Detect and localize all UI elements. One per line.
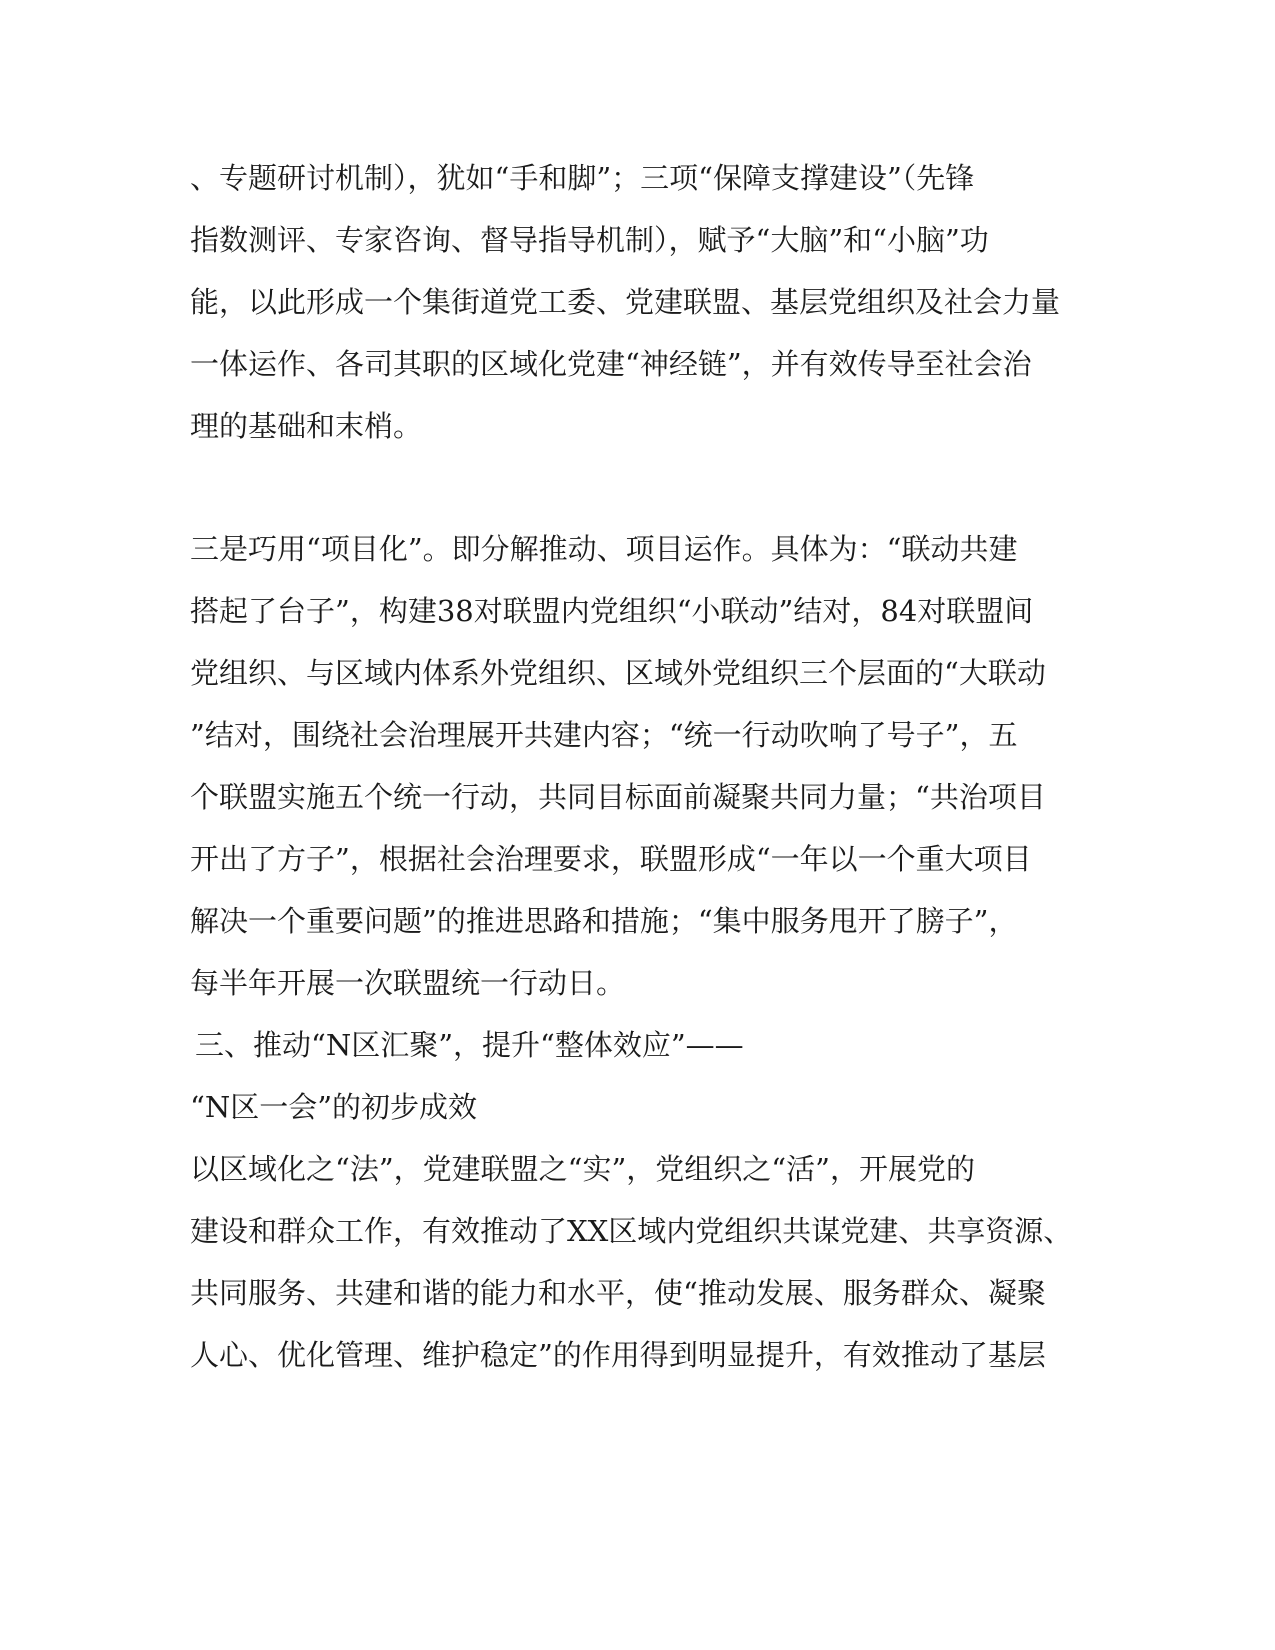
text-line: 建设和群众工作，有效推动了XX区域内党组织共谋党建、共享资源、 [190, 1214, 1073, 1248]
text-line: 、专题研讨机制），犹如“手和脚”；三项“保障支撑建设”（先锋 [190, 161, 975, 195]
text-line: 开出了方子”，根据社会治理要求，联盟形成“一年以一个重大项目 [190, 842, 1032, 876]
text-line: 一体运作、各司其职的区域化党建“神经链”，并有效传导至社会治 [190, 347, 1032, 381]
text-line: 共同服务、共建和谐的能力和水平，使“推动发展、服务群众、凝聚 [190, 1276, 1046, 1310]
text-line: 搭起了台子”，构建38对联盟内党组织“小联动”结对，84对联盟间 [190, 594, 1034, 628]
text-line: 能，以此形成一个集街道党工委、党建联盟、基层党组织及社会力量 [190, 285, 1061, 319]
text-line: 解决一个重要问题”的推进思路和措施；“集中服务甩开了膀子”， [190, 904, 1018, 938]
text-line: 个联盟实施五个统一行动，共同目标面前凝聚共同力量；“共治项目 [190, 780, 1046, 814]
heading-line: 三、推动“N区汇聚”，提升“整体效应”—— [195, 1028, 744, 1062]
text-line: 理的基础和末梢。 [190, 409, 423, 443]
heading-line: “N区一会”的初步成效 [190, 1090, 478, 1124]
text-line: 每半年开展一次联盟统一行动日。 [190, 966, 626, 1000]
text-line: 三是巧用“项目化”。即分解推动、项目运作。具体为：“联动共建 [190, 532, 1018, 566]
text-line: 党组织、与区域内体系外党组织、区域外党组织三个层面的“大联动 [190, 656, 1046, 690]
text-line: ”结对，围绕社会治理展开共建内容；“统一行动吹响了号子”，五 [190, 718, 1018, 752]
text-line: 指数测评、专家咨询、督导指导机制），赋予“大脑”和“小脑”功 [190, 223, 989, 257]
text-line: 人心、优化管理、维护稳定”的作用得到明显提升，有效推动了基层 [190, 1338, 1046, 1372]
text-line: 以区域化之“法”，党建联盟之“实”，党组织之“活”，开展党的 [190, 1152, 975, 1186]
